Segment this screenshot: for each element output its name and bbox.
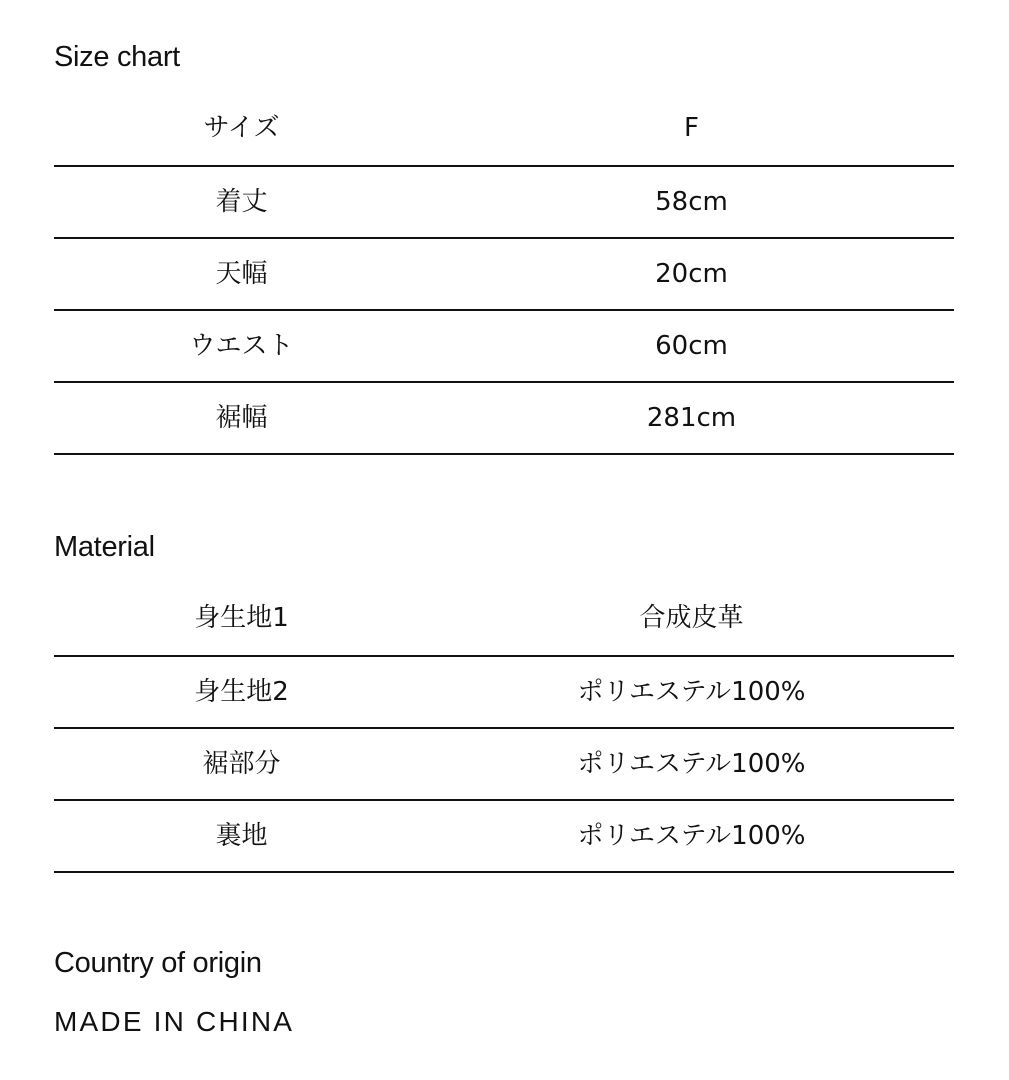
material-row-label: 裾部分	[54, 728, 429, 800]
size-row-length	[54, 166, 954, 238]
size-row-value: 60cm	[429, 310, 954, 382]
material-title: Material	[54, 531, 155, 563]
material-row-body-fabric-2	[54, 656, 954, 728]
origin-value: MADE IN CHINA	[54, 1006, 295, 1037]
material-row-value: ポリエステル100%	[429, 728, 954, 800]
size-row-top-width	[54, 238, 954, 310]
size-row-value: 58cm	[429, 166, 954, 238]
material-row-label: 身生地2	[54, 656, 429, 728]
material-header-label: 身生地1	[54, 581, 429, 656]
material-header-row	[54, 581, 954, 656]
material-row-value: ポリエステル100%	[429, 800, 954, 872]
size-chart-title: Size chart	[54, 41, 180, 73]
material-header-value: 合成皮革	[429, 581, 954, 656]
size-chart-header-row	[54, 91, 954, 166]
material-row-label: 裏地	[54, 800, 429, 872]
size-row-label: ウエスト	[54, 310, 429, 382]
material-table	[54, 581, 954, 873]
size-row-label: 天幅	[54, 238, 429, 310]
material-row-value: ポリエステル100%	[429, 656, 954, 728]
origin-title: Country of origin	[54, 947, 262, 979]
size-row-value: 20cm	[429, 238, 954, 310]
material-row-lining	[54, 800, 954, 872]
material-row-hem	[54, 728, 954, 800]
size-row-value: 281cm	[429, 382, 954, 454]
size-row-waist	[54, 310, 954, 382]
size-chart-table	[54, 91, 954, 455]
size-row-label: 着丈	[54, 166, 429, 238]
size-header-label: サイズ	[54, 91, 429, 166]
size-row-label: 裾幅	[54, 382, 429, 454]
size-row-hem-width	[54, 382, 954, 454]
size-header-value: F	[429, 91, 954, 166]
